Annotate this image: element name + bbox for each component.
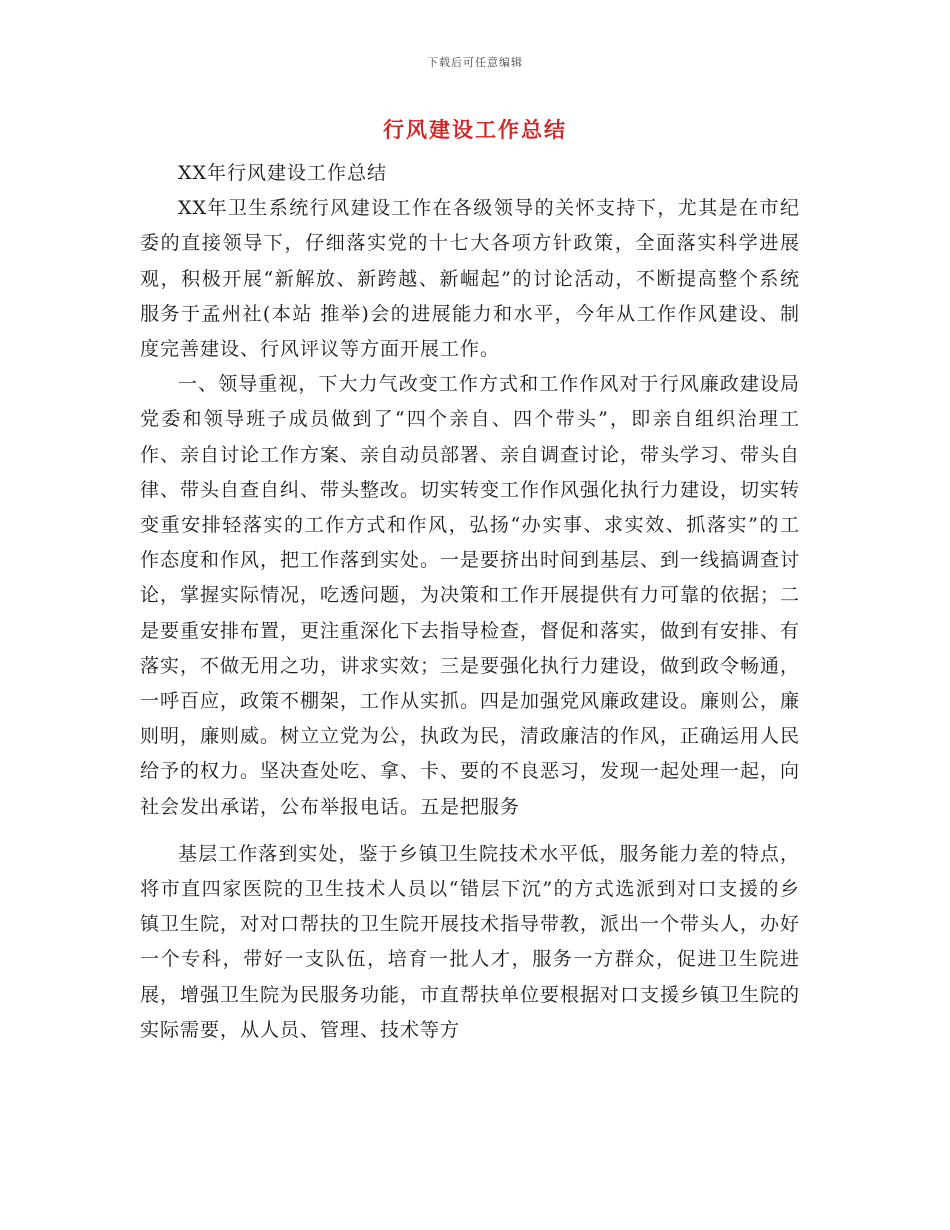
document-body bbox=[140, 156, 800, 1048]
paragraph-grassroots: 基层工作落到实处，鉴于乡镇卫生院技术水平低，服务能力差的特点，将市直四家医院的卫生技术人员以“错层下沉”的方式选派到对口支援的乡镇卫生院，对对口帮扶的卫生院开展技术指导带教，派出一个带头人，办好一个专科，带好一支队伍，培育一批人才，服务一方群众，促进卫生院进展，增强卫生院为民服务功能，市直帮扶单位要根据对口支援乡镇卫生院的实际需要，从人员、管理、技术等方 bbox=[140, 842, 801, 1041]
document-title: 行风建设工作总结 bbox=[383, 117, 567, 142]
paragraph-subtitle: XX年行风建设工作总结 bbox=[178, 162, 388, 184]
paragraph-section-one: 一、领导重视，下大力气改变工作方式和工作作风对于行风廉政建设局党委和领导班子成员做到了“四个亲自、四个带头”，即亲自组织治理工作、亲自讨论工作方案、亲自动员部署、亲自调查讨论，带头学习、带头自律、带头自查自纠、带头整改。切实转变工作作风强化执行力建设，切实转变重安排轻落实的工作方式和作风，弘扬“办实事、求实效、抓落实”的工作态度和作风，把工作落到实处。一是要挤出时间到基层、到一线搞调查讨论，掌握实际情况，吃透问题，为决策和工作开展提供有力可靠的依据；二是要重安排布置，更注重深化下去指导检查，督促和落实，做到有安排、有落实，不做无用之功，讲求实效；三是要强化执行力建设，做到政令畅通，一呼百应，政策不棚架，工作从实抓。四是加强党风廉政建设。廉则公，廉则明，廉则威。树立立党为公，执政为民，清政廉洁的作风，正确运用人民给予的权力。坚决查处吃、拿、卡、要的不良恶习，发现一起处理一起，向社会发出承诺，公布举报电话。五是把服务 bbox=[140, 373, 801, 818]
header-note: 下载后可任意编辑 bbox=[427, 56, 523, 69]
paragraph-intro: XX年卫生系统行风建设工作在各级领导的关怀支持下，尤其是在市纪委的直接领导下，仔细落实党的十七大各项方针政策，全面落实科学进展观，积极开展“新解放、新跨越、新崛起”的讨论活动，不断提高整个系统服务于孟州社(本站 推举)会的进展能力和水平，今年从工作作风建设、制度完善建设、行风评议等方面开展工作。 bbox=[140, 197, 800, 361]
